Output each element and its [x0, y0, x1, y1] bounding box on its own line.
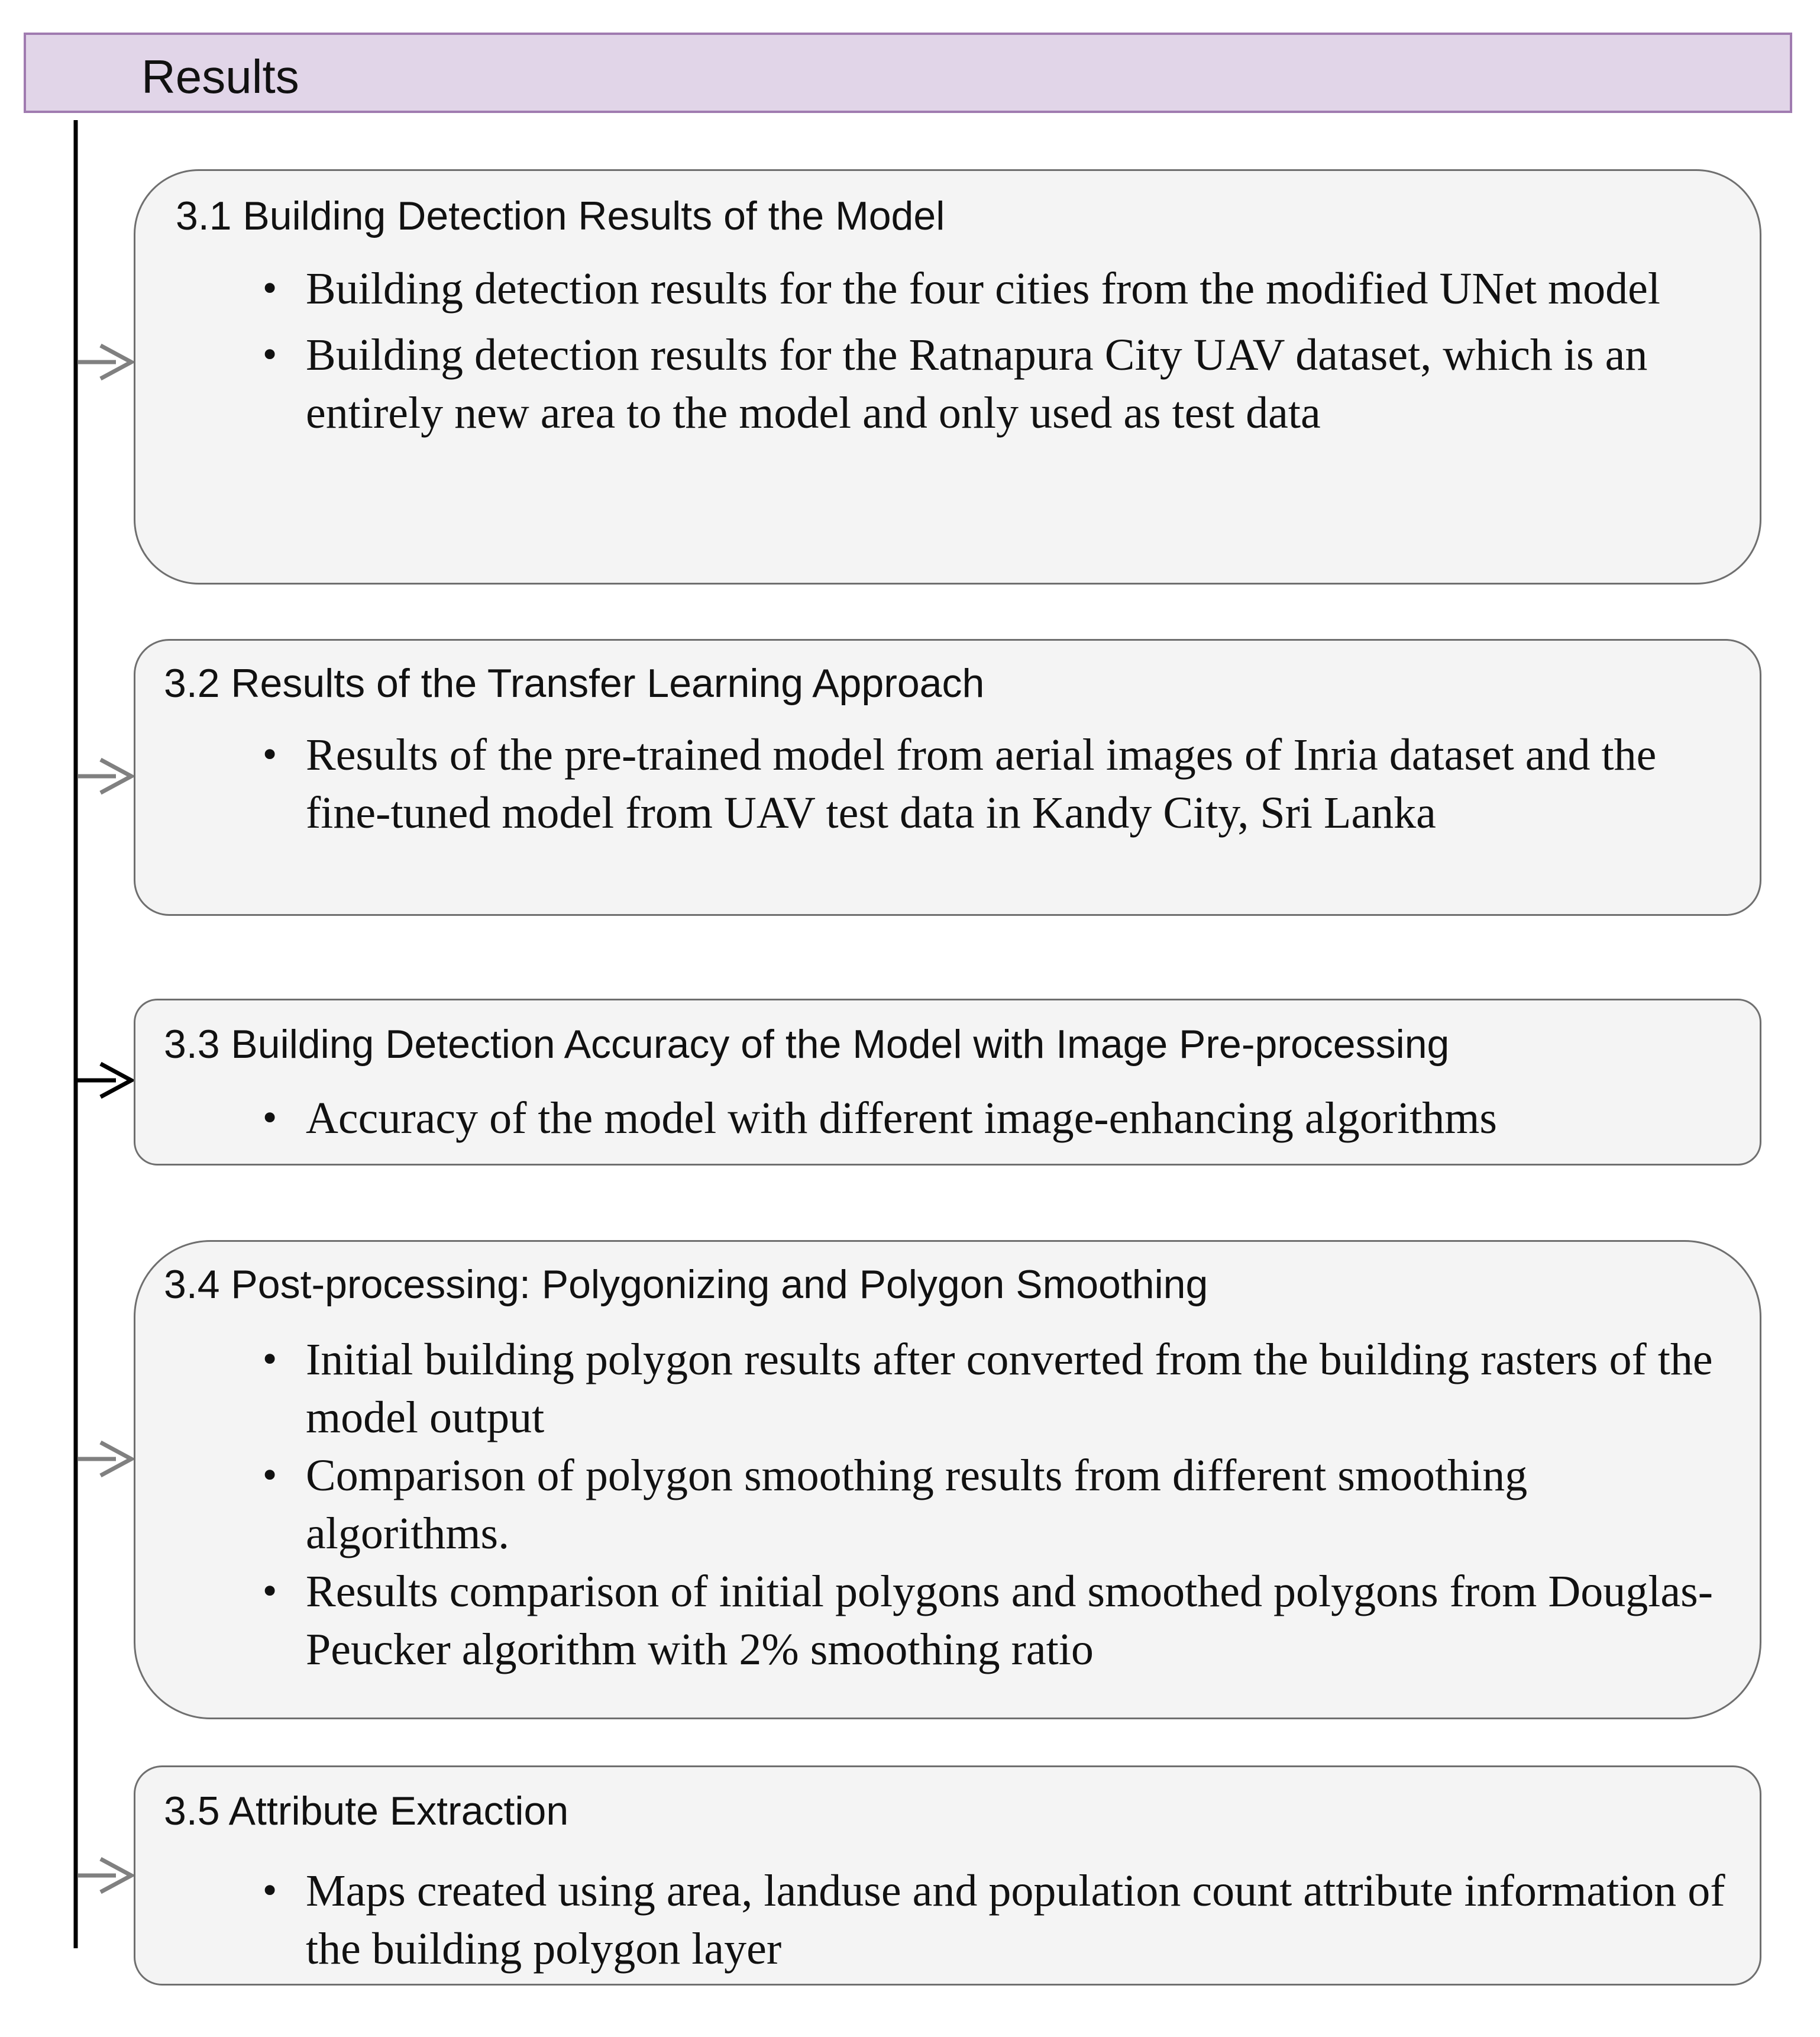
bullet-item: • Building detection results for the four cities from the modified UNet model: [306, 260, 1708, 318]
connector-arrow-3-2: [77, 760, 131, 793]
connector-arrow-3-5: [77, 1859, 131, 1892]
section-title-3-1: 3.1 Building Detection Results of the Model: [176, 193, 945, 238]
bullet-list-3-4: [306, 1331, 1737, 1678]
bullet-item: • Comparison of polygon smoothing results from different smoothing algorithms.: [306, 1447, 1737, 1563]
section-card-3-1: [134, 169, 1761, 585]
bullet-list-3-1: [306, 260, 1708, 442]
bullet-item: • Accuracy of the model with different image-enhancing algorithms: [306, 1089, 1749, 1147]
bullet-item: • Initial building polygon results after converted from the building rasters of the model output: [306, 1331, 1737, 1447]
bullet-item: • Maps created using area, landuse and population count attribute information of the building polygon layer: [306, 1862, 1737, 1978]
section-title-3-3: 3.3 Building Detection Accuracy of the Model with Image Pre-processing: [164, 1022, 1450, 1067]
section-card-3-4: [134, 1240, 1761, 1719]
bullet-list-3-3: [306, 1089, 1749, 1147]
section-title-3-5: 3.5 Attribute Extraction: [164, 1789, 569, 1833]
bullet-list-3-5: [306, 1862, 1737, 1978]
section-card-3-2: [134, 639, 1761, 916]
connector-arrow-3-3: [77, 1064, 131, 1097]
bullet-item: • Results of the pre-trained model from aerial images of Inria dataset and the fine-tuned model from UAV test data in Kandy City, Sri Lanka: [306, 726, 1702, 842]
bullet-list-3-2: [306, 726, 1702, 842]
header-title: Results: [141, 50, 299, 103]
section-title-3-2: 3.2 Results of the Transfer Learning Approach: [164, 661, 985, 706]
section-card-3-3: [134, 999, 1761, 1166]
bullet-item: • Building detection results for the Ratnapura City UAV dataset, which is an entirely new area to the model and only used as test data: [306, 326, 1708, 442]
section-card-3-5: [134, 1765, 1761, 1986]
section-title-3-4: 3.4 Post-processing: Polygonizing and Polygon Smoothing: [164, 1262, 1208, 1307]
connector-arrow-3-4: [77, 1442, 131, 1476]
connector-arrow-3-1: [77, 346, 131, 379]
bullet-item: • Results comparison of initial polygons and smoothed polygons from Douglas-Peucker algorithm with 2% smoothing ratio: [306, 1563, 1737, 1678]
